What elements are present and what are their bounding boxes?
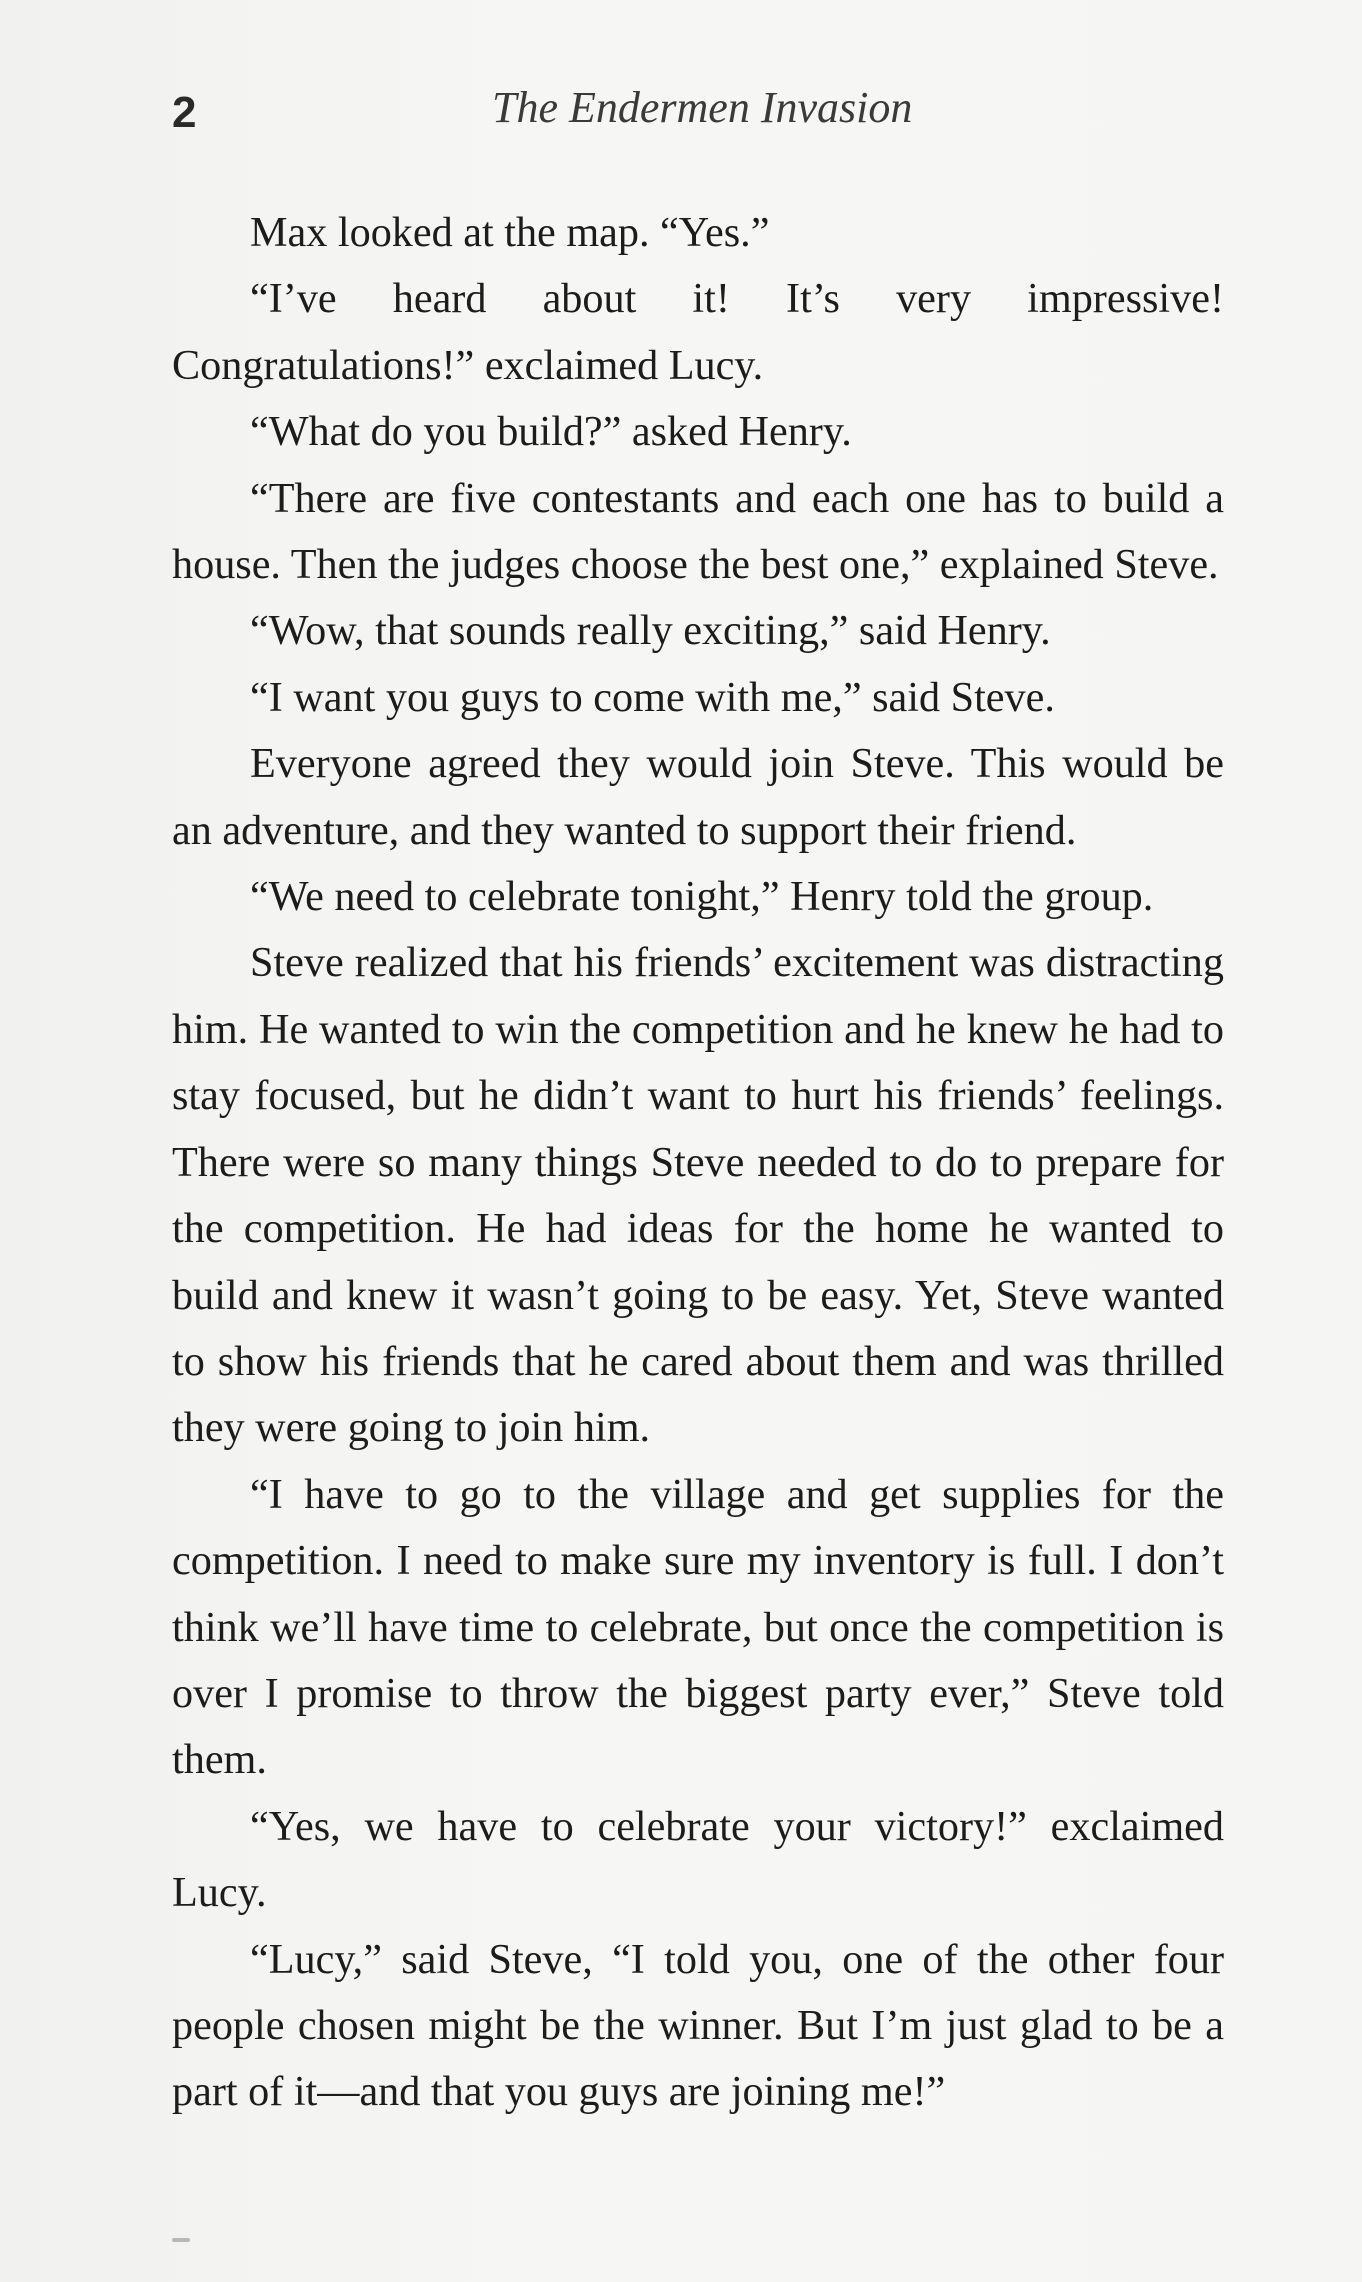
paragraph: “I want you guys to come with me,” said Steve. xyxy=(250,673,1055,721)
paragraph: “What do you build?” asked Henry. xyxy=(250,408,852,456)
scan-smudge xyxy=(172,2238,190,2242)
paragraph: Max looked at the map. “Yes.” xyxy=(250,209,770,256)
paragraph: “We need to celebrate tonight,” Henry told the group. xyxy=(250,873,1154,921)
paragraph: Everyone agreed they would join Steve. This would be an adventure, and they wanted to support their friend. xyxy=(172,740,1224,854)
book-title: The Endermen Invasion xyxy=(492,83,913,132)
paragraph: “I’ve heard about it! It’s very impressive! Congratulations!” exclaimed Lucy. xyxy=(172,275,1224,389)
running-head xyxy=(172,82,1222,152)
paragraph: Steve realized that his friends’ excitement was distracting him. He wanted to win the competition and he knew he had to stay focused, but he didn’t want to hurt his friends’ feelings. There were so many things Steve needed to do to prepare for the competition. He had ideas for the home he wanted to build and knew it wasn’t going to be easy. Yet, Steve wanted to show his friends that he cared about them and was thrilled they were going to join him. xyxy=(172,939,1224,1452)
paragraph: “Yes, we have to celebrate your victory!” exclaimed Lucy. xyxy=(172,1802,1224,1917)
body-text xyxy=(172,200,1224,2126)
paragraph: “Wow, that sounds really exciting,” said Henry. xyxy=(250,607,1051,655)
paragraph: “I have to go to the village and get supplies for the competition. I need to make sure my inventory is full. I don’t think we’ll have time to celebrate, but once the competition is over I promise to throw the biggest party ever,” Steve told them. xyxy=(172,1470,1224,1784)
paragraph: “There are five contestants and each one has to build a house. Then the judges choose the best one,” explained Steve. xyxy=(172,474,1224,589)
page-number: 2 xyxy=(172,88,197,137)
paragraph: “Lucy,” said Steve, “I told you, one of the other four people chosen might be the winner. But I’m just glad to be a part of it—and that you guys are joining me!” xyxy=(172,1935,1224,2116)
